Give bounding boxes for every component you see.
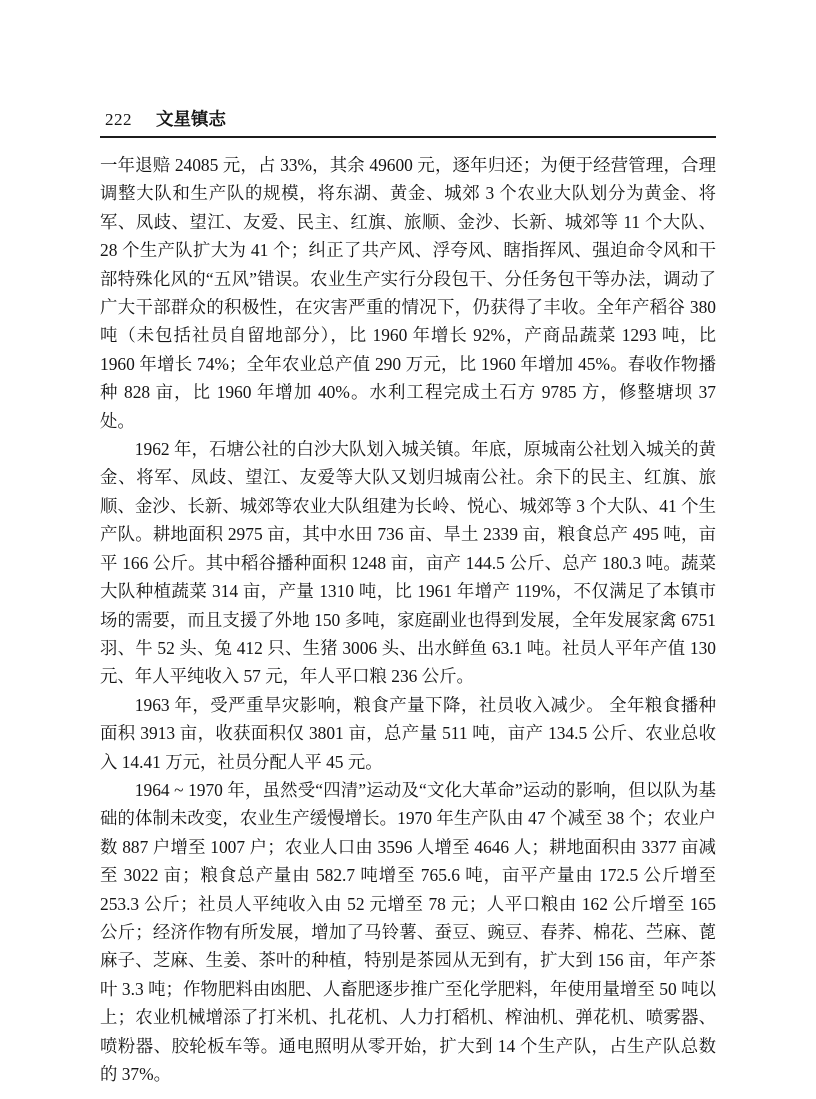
page-body — [100, 151, 716, 1088]
paragraph-1964-1970: 1964 ~ 1970 年，虽然受“四清”运动及“文化大革命”运动的影响，但以队为基础的体制未改变，农业生产缓慢增长。1970 年生产队由 47 个减至 38 个；农业户数 887 户增至 1007 户；农业人口由 3596 人增至 4646 人；耕地面积由 3377 亩减至 3022 亩；粮食总产量由 582.7 吨增至 765.6 吨，亩平产量由 172.5 公斤增至 253.3 公斤；社员人平纯收入由 52 元增至 78 元；人平口粮由 162 公斤增至 165 公斤；经济作物有所发展，增加了马铃薯、蚕豆、豌豆、春荞、棉花、苎麻、蓖麻子、芝麻、生姜、茶叶的种植，特别是茶园从无到有，扩大到 156 亩，年产茶叶 3.3 吨；作物肥料由凼肥、人畜肥逐步推广至化学肥料，年使用量增至 50 吨以上；农业机械增添了打米机、扎花机、人力打稻机、榨油机、弹花机、喷雾器、喷粉器、胶轮板车等。通电照明从零开始，扩大到 14 个生产队，占生产队总数的 37%。 — [100, 779, 716, 1084]
book-title: 文星镇志 — [156, 109, 226, 129]
document-page — [100, 0, 716, 1088]
running-head — [100, 0, 716, 138]
paragraph-1962: 1962 年，石塘公社的白沙大队划入城关镇。年底，原城南公社划入城关的黄金、将军、凤歧、望江、友爱等大队又划归城南公社。余下的民主、红旗、旅顺、金沙、长新、城郊等农业大队组建为长岭、悦心、城郊等 3 个大队、41 个生产队。耕地面积 2975 亩，其中水田 736 亩、旱土 2339 亩，粮食总产 495 吨，亩平 166 公斤。其中稻谷播种面积 1248 亩，亩产 144.5 公斤、总产 180.3 吨。蔬菜大队种植蔬菜 314 亩，产量 1310 吨，比 1961 年增产 119%，不仅满足了本镇市场的需要，而且支援了外地 150 多吨，家庭副业也得到发展，全年发展家禽 6751 羽、牛 52 头、兔 412 只、生猪 3006 头、出水鲜鱼 63.1 吨。社员人平年产值 130 元、年人平纯收入 57 元，年人平口粮 236 公斤。 — [100, 439, 716, 687]
page-number: 222 — [105, 110, 132, 129]
paragraph-1963: 1963 年，受严重旱灾影响，粮食产量下降，社员收入减少。 全年粮食播种面积 3913 亩，收获面积仅 3801 亩，总产量 511 吨，亩产 134.5 公斤、农业总收入 14.41 万元，社员分配人平 45 元。 — [100, 694, 716, 772]
paragraph-continuation-1961: 一年退赔 24085 元，占 33%，其余 49600 元，逐年归还；为便于经营管理，合理调整大队和生产队的规模，将东湖、黄金、城郊 3 个农业大队划分为黄金、将军、凤歧、望江、友爱、民主、红旗、旅顺、金沙、长新、城郊等 11 个大队、28 个生产队扩大为 41 个；纠正了共产风、浮夸风、瞎指挥风、强迫命令风和干部特殊化风的“五风”错误。农业生产实行分段包干、分任务包干等办法，调动了广大干部群众的积极性，在灾害严重的情况下，仍获得了丰收。全年产稻谷 380 吨（未包括社员自留地部分），比 1960 年增长 92%，产商品蔬菜 1293 吨，比 1960 年增长 74%；全年农业总产值 290 万元，比 1960 年增加 45%。春收作物播种 828 亩，比 1960 年增加 40%。水利工程完成土石方 9785 方，修整塘坝 37 处。 — [100, 155, 716, 431]
